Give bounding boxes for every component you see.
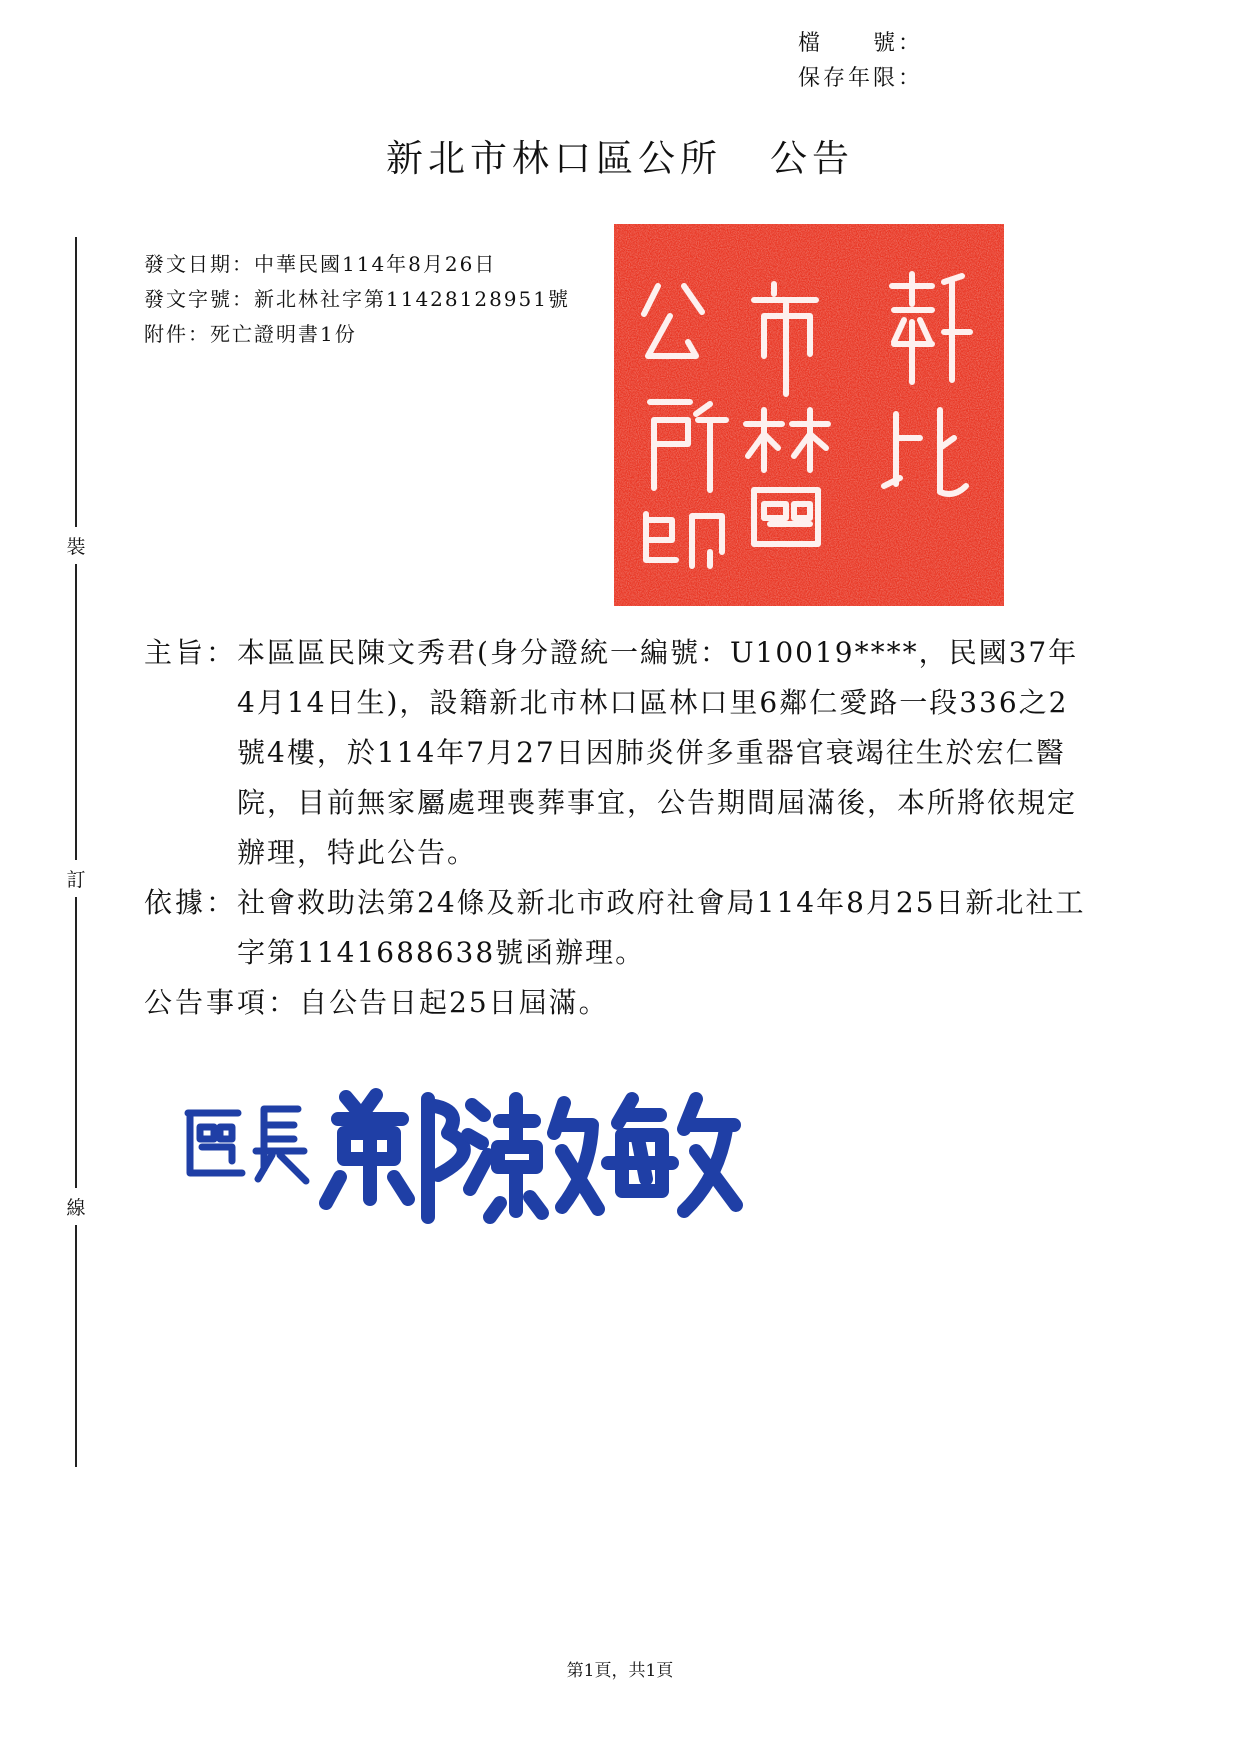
document-type: 公告	[770, 137, 854, 180]
retention-label: 保存年限：	[798, 66, 924, 91]
subject-label: 主旨：	[144, 636, 238, 669]
document-title	[0, 128, 1240, 182]
binding-mark-bottom: 線	[64, 1188, 88, 1225]
binding-line	[75, 237, 77, 1467]
attachment: 附件：死亡證明書1份	[144, 322, 357, 346]
basis-label: 依據：	[144, 886, 238, 919]
subject-text: 本區區民陳文秀君(身分證統一編號：U10019****，民國37年4月14日生)，設籍新北市林口區林口里6鄰仁愛路一段336之2號4樓，於114年7月27日因肺炎併多重器官衰竭往生於宏仁醫院，目前無家屬處理喪葬事宜，公告期間屆滿後，本所將依規定辦理，特此公告。	[237, 636, 1079, 869]
file-info-block	[798, 26, 923, 96]
basis-paragraph	[144, 878, 1094, 978]
announcement-body	[144, 628, 1094, 1028]
office-name: 新北市林口區公所	[386, 137, 722, 180]
reference-number: 發文字號：新北林社字第11428128951號	[144, 287, 570, 311]
notice-label: 公告事項：	[144, 986, 300, 1019]
page-number: 第1頁，共1頁	[566, 1661, 674, 1681]
binding-mark-middle: 訂	[64, 860, 88, 897]
basis-text: 社會救助法第24條及新北市政府社會局114年8月25日新北社工字第1141688638號函辦理。	[237, 886, 1086, 969]
notice-paragraph	[144, 978, 1094, 1028]
notice-text: 自公告日起25日屆滿。	[299, 986, 609, 1019]
retention-row	[798, 61, 923, 96]
binding-mark-top: 裝	[64, 527, 88, 564]
handwritten-signature	[180, 1085, 780, 1245]
file-number-row	[798, 26, 923, 61]
issuance-meta	[144, 247, 570, 352]
issue-date: 發文日期：中華民國114年8月26日	[144, 252, 497, 276]
subject-paragraph	[144, 628, 1094, 878]
official-seal	[614, 224, 1004, 606]
file-number-label: 檔 號：	[798, 31, 924, 56]
